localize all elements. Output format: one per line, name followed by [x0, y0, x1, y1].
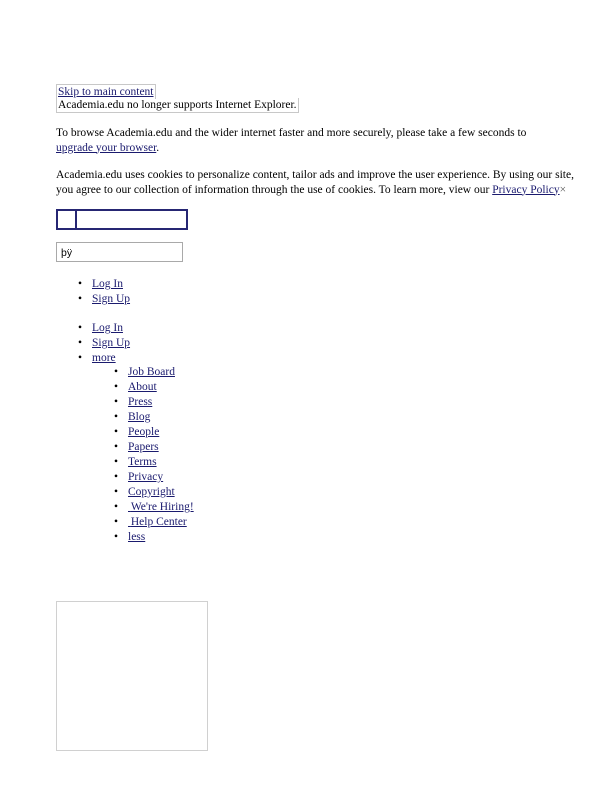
papers-link[interactable]: Papers	[128, 441, 159, 453]
press-link[interactable]: Press	[128, 396, 153, 408]
more-item	[114, 485, 194, 500]
hiring-link[interactable]	[128, 501, 194, 513]
bullet: •	[114, 441, 119, 453]
more-link[interactable]: more	[92, 352, 116, 364]
privacy-policy-link[interactable]: Privacy Policy	[492, 183, 560, 196]
about-link[interactable]: About	[128, 381, 157, 393]
more-item	[114, 365, 194, 380]
search-input[interactable]	[56, 209, 188, 230]
cookie-banner	[56, 168, 578, 197]
people-link[interactable]: People	[128, 426, 160, 438]
more-item	[114, 410, 194, 425]
upgrade-browser-link[interactable]: upgrade your browser	[56, 141, 157, 154]
terms-link[interactable]: Terms	[128, 456, 157, 468]
bullet: •	[78, 352, 83, 364]
help-center-label: Help Center	[130, 516, 187, 528]
bullet: •	[114, 516, 119, 528]
nav-primary	[78, 277, 131, 307]
login-link[interactable]: Log In	[92, 322, 123, 334]
privacy-link[interactable]: Privacy	[128, 471, 164, 483]
skip-to-main-link[interactable]: Skip to main content	[58, 86, 154, 98]
hiring-label: We're Hiring!	[130, 501, 194, 513]
nav-primary-login	[78, 277, 130, 292]
bullet: •	[114, 471, 119, 483]
bullet: •	[114, 426, 119, 438]
nav-secondary-signup	[78, 336, 131, 351]
more-menu	[114, 365, 194, 545]
bullet: •	[114, 366, 119, 378]
bullet: •	[78, 322, 83, 334]
bullet: •	[114, 411, 119, 423]
more-item	[114, 440, 194, 455]
nav-primary-signup	[78, 292, 131, 307]
bullet: •	[114, 486, 119, 498]
nav-secondary	[78, 321, 131, 366]
login-link[interactable]: Log In	[92, 278, 123, 290]
image-placeholder	[56, 601, 208, 751]
browser-upgrade-message	[56, 126, 556, 155]
cookie-text: Academia.edu uses cookies to personalize content, tailor ads and improve the user experience. By using our site, you agree to our collection of information through the use of cookies. To learn more, view our	[56, 169, 574, 196]
more-item	[114, 515, 194, 530]
copyright-link[interactable]: Copyright	[128, 486, 175, 498]
close-icon[interactable]: ×	[559, 183, 567, 196]
signup-link[interactable]: Sign Up	[92, 337, 131, 349]
bullet: •	[78, 337, 83, 349]
select-field[interactable]: þÿ	[56, 242, 183, 262]
browse-text: To browse Academia.edu and the wider internet faster and more securely, please take a few seconds to	[56, 127, 527, 139]
blog-link[interactable]: Blog	[128, 411, 151, 423]
more-item	[114, 395, 194, 410]
less-link[interactable]: less	[128, 531, 146, 543]
signup-link[interactable]: Sign Up	[92, 293, 131, 305]
ie-unsupported-notice: Academia.edu no longer supports Internet Explorer.	[58, 99, 297, 111]
more-item	[114, 455, 194, 470]
more-item	[114, 500, 194, 515]
bullet: •	[114, 501, 119, 513]
search-input-divider	[75, 211, 77, 228]
bullet: •	[78, 293, 83, 305]
help-center-link[interactable]	[128, 516, 187, 528]
more-item	[114, 470, 194, 485]
bullet: •	[78, 278, 83, 290]
job-board-link[interactable]: Job Board	[128, 366, 175, 378]
nav-secondary-login	[78, 321, 130, 336]
more-item	[114, 530, 194, 545]
bullet: •	[114, 531, 119, 543]
more-item	[114, 425, 194, 440]
bullet: •	[114, 381, 119, 393]
browse-period: .	[156, 141, 160, 154]
bullet: •	[114, 456, 119, 468]
nav-secondary-more	[78, 351, 130, 366]
more-item	[114, 380, 194, 395]
bullet: •	[114, 396, 119, 408]
